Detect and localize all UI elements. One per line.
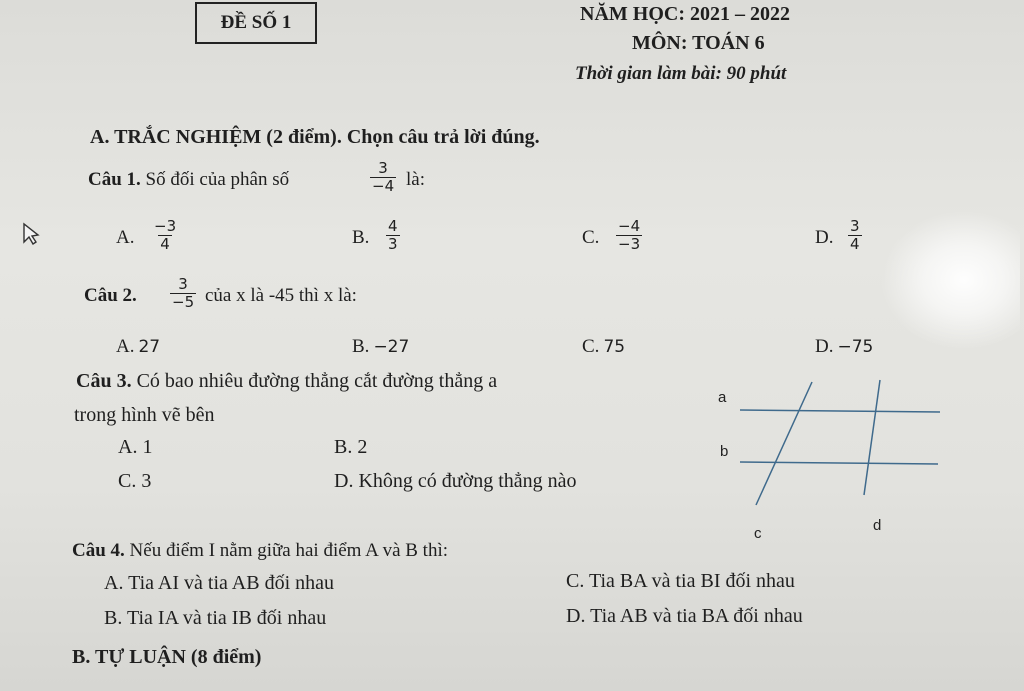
q1-text bbox=[88, 169, 289, 191]
q1-option-d-fraction bbox=[848, 218, 862, 253]
line-a bbox=[740, 410, 940, 412]
q3-text-line1 bbox=[76, 370, 497, 393]
q1-label: Câu 1. bbox=[88, 169, 141, 190]
light-glare bbox=[880, 210, 1020, 350]
q2-option-a-letter: A. bbox=[116, 336, 135, 357]
q2-fraction-den: −5 bbox=[172, 293, 195, 311]
q1-option-d-num: 3 bbox=[850, 217, 860, 235]
q3-label: Câu 3. bbox=[76, 370, 132, 392]
q2-label: Câu 2. bbox=[84, 285, 137, 306]
school-year: NĂM HỌC: 2021 – 2022 bbox=[580, 3, 790, 25]
q4-option-d: D. Tia AB và tia BA đối nhau bbox=[566, 605, 803, 627]
q2-option-b-letter: B. bbox=[352, 336, 370, 357]
q1-option-a-num: −3 bbox=[154, 217, 177, 235]
q1-option-d-den: 4 bbox=[850, 235, 860, 253]
q2-option-d-value: −75 bbox=[837, 337, 874, 357]
duration: Thời gian làm bài: 90 phút bbox=[575, 63, 787, 84]
q2-option-c-letter: C. bbox=[582, 336, 600, 357]
q1-text-after: là: bbox=[406, 169, 425, 190]
q1-option-a-den: 4 bbox=[160, 235, 170, 253]
q3-option-b-value: 2 bbox=[357, 436, 368, 458]
q4-option-a: A. Tia AI và tia AB đối nhau bbox=[104, 572, 335, 594]
exam-number-box bbox=[195, 2, 317, 44]
q1-fraction-den: −4 bbox=[372, 177, 395, 195]
q3-text-line2: trong hình vẽ bên bbox=[74, 404, 215, 426]
q1-option-c-fraction bbox=[616, 218, 642, 253]
q3-option-a-value: 1 bbox=[142, 436, 153, 458]
q2-text: của x là -45 thì x là: bbox=[205, 285, 357, 306]
q2-option-d-letter: D. bbox=[815, 336, 834, 357]
q4-question bbox=[72, 540, 448, 562]
subject: MÔN: TOÁN 6 bbox=[632, 32, 765, 54]
q1-fraction bbox=[370, 160, 396, 195]
line-c bbox=[756, 382, 812, 505]
q1-option-d-letter: D. bbox=[815, 227, 834, 248]
q1-option-b-letter: B. bbox=[352, 227, 370, 248]
section-b-title: B. TỰ LUẬN (8 điểm) bbox=[72, 646, 262, 668]
q1-option-b-num: 4 bbox=[388, 217, 398, 235]
q4-option-b: B. Tia IA và tia IB đối nhau bbox=[104, 607, 327, 629]
mouse-cursor-icon bbox=[22, 222, 40, 246]
q4-option-c: C. Tia BA và tia BI đối nhau bbox=[566, 570, 795, 592]
figure-label-c: c bbox=[754, 525, 762, 542]
q2-option-a bbox=[116, 336, 160, 358]
figure-label-b: b bbox=[720, 443, 729, 460]
line-b bbox=[740, 462, 938, 464]
q2-option-a-value: 27 bbox=[138, 337, 161, 357]
q2-option-c-value: 75 bbox=[603, 337, 626, 357]
q3-option-d-letter: D. bbox=[334, 470, 354, 492]
q1-option-b-fraction bbox=[386, 218, 400, 253]
section-a-title: A. TRẮC NGHIỆM (2 điểm). Chọn câu trả lời đúng. bbox=[90, 126, 540, 148]
q3-figure bbox=[700, 370, 950, 550]
q3-option-c-value: 3 bbox=[141, 470, 152, 492]
q4-text: Nếu điểm I nằm giữa hai điểm A và B thì: bbox=[129, 540, 449, 561]
q3-option-c-letter: C. bbox=[118, 470, 137, 492]
q1-fraction-num: 3 bbox=[378, 159, 388, 177]
q1-option-b-den: 3 bbox=[388, 235, 398, 253]
q3-option-b bbox=[334, 436, 367, 459]
figure-label-d: d bbox=[873, 517, 882, 534]
q1-option-c-letter: C. bbox=[582, 227, 600, 248]
q3-option-d bbox=[334, 470, 577, 493]
q2-fraction bbox=[170, 276, 196, 311]
figure-label-a: a bbox=[718, 389, 727, 406]
q1-option-a-fraction bbox=[152, 218, 178, 253]
line-d bbox=[864, 380, 880, 495]
q2-option-d bbox=[815, 336, 873, 358]
q3-text-line1-body: Có bao nhiêu đường thẳng cắt đường thẳng a bbox=[136, 370, 498, 392]
q1-option-c-num: −4 bbox=[618, 217, 641, 235]
q3-option-a-letter: A. bbox=[118, 436, 138, 458]
q1-option-a-letter: A. bbox=[116, 227, 135, 248]
q1-option-c-den: −3 bbox=[618, 235, 641, 253]
q2-fraction-num: 3 bbox=[178, 275, 188, 293]
q2-option-b bbox=[352, 336, 409, 358]
q4-label: Câu 4. bbox=[72, 540, 125, 561]
q2-option-b-value: −27 bbox=[373, 337, 410, 357]
q3-option-a bbox=[118, 436, 152, 459]
q3-option-d-value: Không có đường thẳng nào bbox=[358, 470, 577, 492]
q3-option-c bbox=[118, 470, 151, 493]
q3-option-b-letter: B. bbox=[334, 436, 353, 458]
q2-option-c bbox=[582, 336, 625, 358]
q1-text-before: Số đối của phân số bbox=[145, 169, 290, 190]
exam-number: ĐỀ SỐ 1 bbox=[220, 12, 292, 33]
